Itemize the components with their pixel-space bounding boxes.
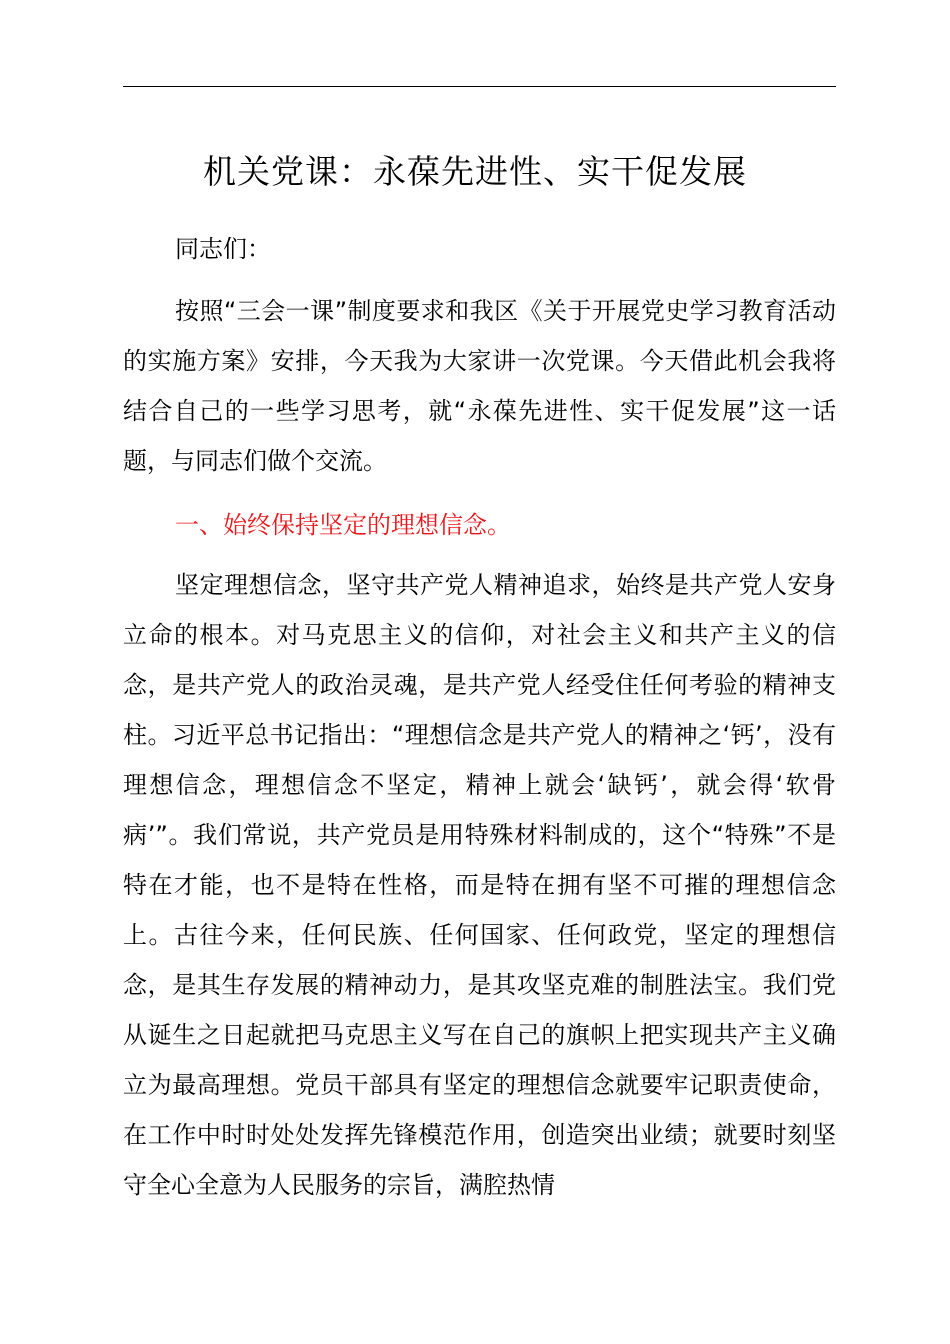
intro-paragraph: 按照“三会一课”制度要求和我区《关于开展党史学习教育活动的实施方案》安排，今天我为大家讲一次党课。今天借此机会我将结合自己的一些学习思考，就“永葆先进性、实干促发展”这一话题，与同志们做个交流。 <box>123 297 836 475</box>
header-divider <box>123 86 836 87</box>
section-heading-1: 一、始终保持坚定的理想信念。 <box>175 511 511 539</box>
document-title: 机关党课：永葆先进性、实干促发展 <box>203 152 747 191</box>
section-1-paragraph: 坚定理想信念，坚守共产党人精神追求，始终是共产党人安身立命的根本。对马克思主义的信仰，对社会主义和共产主义的信念，是共产党人的政治灵魂，是共产党人经受住任何考验的精神支柱。习近平总书记指出：“理想信念是共产党人的精神之‘钙’，没有理想信念，理想信念不坚定，精神上就会‘缺钙’，就会得‘软骨病’”。我们常说，共产党员是用特殊材料制成的，这个“特殊”不是特在才能，也不是特在性格，而是特在拥有坚不可摧的理想信念上。古往今来，任何民族、任何国家、任何政党，坚定的理想信念，是其生存发展的精神动力，是其攻坚克难的制胜法宝。我们党从诞生之日起就把马克思主义写在自己的旗帜上把实现共产主义确立为最高理想。党员干部具有坚定的理想信念就要牢记职责使命，在工作中时时处处发挥先锋模范作用，创造突出业绩；就要时刻坚守全心全意为人民服务的宗旨，满腔热情 <box>123 571 836 1199</box>
salutation: 同志们： <box>175 235 271 263</box>
